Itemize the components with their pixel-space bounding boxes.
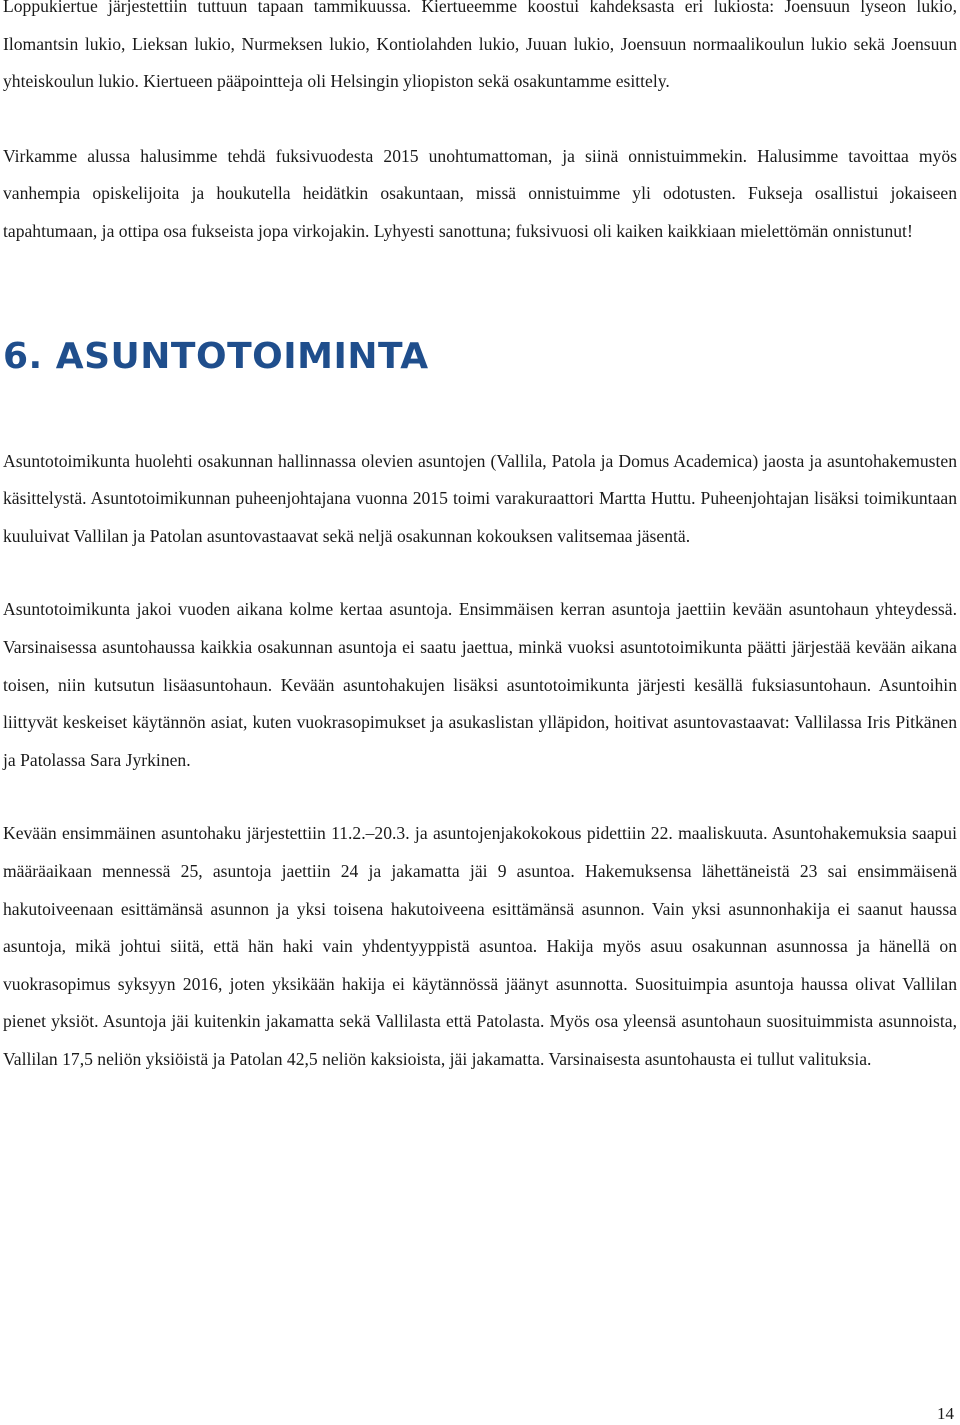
paragraph-asuntotoimikunta: Asuntotoimikunta huolehti osakunnan hallinnassa olevien asuntojen (Vallila, Patola ja Domus Academica) jaosta ja asuntohakemusten käsittelystä. Asuntotoimikunnan puheenjohtajana vuonna 2015 toimi varakuraattori Martta Huttu. Puheenjohtajan lisäksi toimikuntaan kuuluivat Vallilan ja Patolan asuntovastaavat sekä neljä osakunnan kokouksen valitsemaa jäsentä. xyxy=(3,450,957,546)
paragraph-kevaan-asuntohaku: Kevään ensimmäinen asuntohaku järjestettiin 11.2.–20.3. ja asuntojenjakokokous pidettiin 22. maaliskuuta. Asuntohakemuksia saapui määräaikaan mennessä 25, asuntoja jaettiin 24 ja jakamatta jäi 9 asuntoa. Hakemuksensa lähettäneistä 23 sai ensimmäisenä hakutoiveenaan esittämänsä asunnon ja yksi toisena hakutoiveena esittämänsä asunnon. Vain yksi asunnonhakija ei saanut haussa asuntoja, mikä johtui siitä, että hän haki vain yhdentyyppistä asuntoa. Hakija myös asuu osakunnan asunnossa ja hänellä on vuokrasopimus syksyyn 2016, joten yksikään hakija ei käytännössä jäänyt asunnotta. Suosituimpia asuntoja haussa olivat Vallilan pienet yksiöt. Asuntoja jäi kuitenkin jakamatta sekä Vallilasta että Patolasta. Myös osa yleensä asuntohaun suosituimmista asunnoista, Vallilan 17,5 neliön yksiöistä ja Patolan 42,5 neliön kaksioista, jäi jakamatta. Varsinaisesta asuntohausta ei tullut valituksia. xyxy=(3,823,957,1069)
section-spacer xyxy=(3,377,957,443)
page-number: 14 xyxy=(937,1404,954,1423)
paragraph-fuksivuosi: Virkamme alussa halusimme tehdä fuksivuodesta 2015 unohtumattoman, ja siinä onnistuimmekin. Halusimme tavoittaa myös vanhempia opiskelijoita ja houkutella heidätkin osakuntaan, missä onnistuimme yli odotusten. Fukseja osallistui jokaiseen tapahtumaan, ja ottipa osa fukseista jopa virkojakin. Lyhyesti sanottuna; fuksivuosi oli kaiken kaikkiaan mielettömän onnistunut! xyxy=(3,145,957,241)
section-spacer xyxy=(3,251,957,337)
paragraph-spacer xyxy=(3,101,957,138)
section-heading: 6. ASUNTOTOIMINTA xyxy=(3,335,429,377)
document-page xyxy=(3,0,957,1078)
paragraph-asuntojen-jako: Asuntotoimikunta jakoi vuoden aikana kolme kertaa asuntoja. Ensimmäisen kerran asuntoja jaettiin kevään asuntohaun yhteydessä. Varsinaisessa asuntohaussa kaikkia osakunnan asuntoja ei saatu jaettua, minkä vuoksi asuntotoimikunta päätti järjestää kevään aikana toisen, niin kutsutun lisäasuntohaun. Kevään asuntohakujen lisäksi asuntotoimikunta järjesti kesällä fuksiasuntohaun. Asuntoihin liittyvät keskeiset käytännön asiat, kuten vuokrasopimukset ja asukaslistan ylläpidon, hoitivat asuntovastaavat: Vallilassa Iris Pitkänen ja Patolassa Sara Jyrkinen. xyxy=(3,599,957,770)
paragraph-loppukiertue: Loppukiertue järjestettiin tuttuun tapaan tammikuussa. Kiertueemme koostui kahdeksasta eri lukiosta: Joensuun lyseon lukio, Ilomantsin lukio, Lieksan lukio, Nurmeksen lukio, Kontiolahden lukio, Juuan lukio, Joensuun normaalikoulun lukio sekä Joensuun yhteiskoulun lukio. Kiertueen pääpointteja oli Helsingin yliopiston sekä osakuntamme esittely. xyxy=(3,0,957,92)
paragraph-spacer xyxy=(3,555,957,591)
paragraph-spacer xyxy=(3,779,957,815)
